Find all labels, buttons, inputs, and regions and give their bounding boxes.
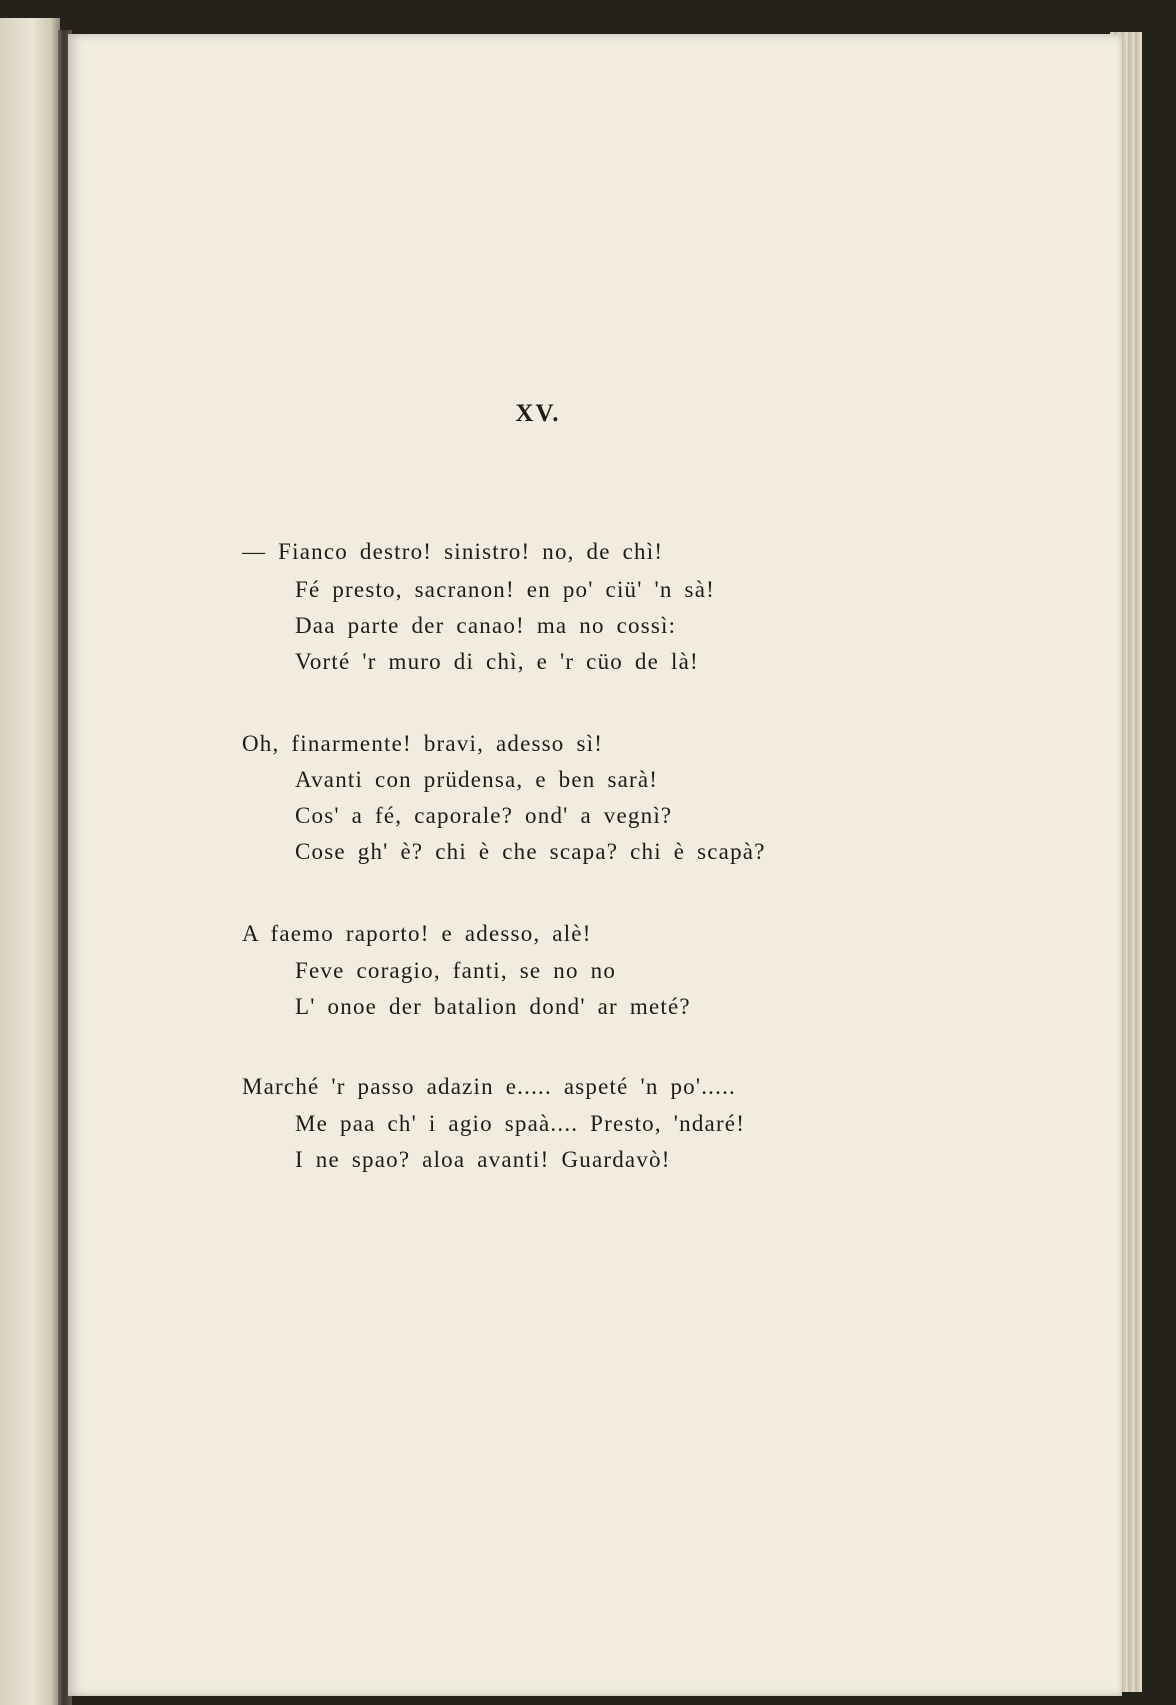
poem-line: Cose gh' è? chi è che scapa? chi è scapà? xyxy=(295,839,766,864)
chapter-heading: XV. xyxy=(515,400,561,427)
poem-line: — Fianco destro! sinistro! no, de chì! xyxy=(242,539,664,564)
poem-line: Avanti con prüdensa, e ben sarà! xyxy=(295,767,659,792)
poem-line: A faemo raporto! e adesso, alè! xyxy=(242,921,592,946)
poem-line: I ne spao? aloa avanti! Guardavò! xyxy=(295,1147,671,1172)
poem-line: Cos' a fé, caporale? ond' a vegnì? xyxy=(295,803,673,828)
poem-line: Vorté 'r muro di chì, e 'r cüo de là! xyxy=(295,649,699,674)
poem-line: Me paa ch' i agio spaà.... Presto, 'ndaré! xyxy=(295,1111,746,1136)
poem-line: Oh, finarmente! bravi, adesso sì! xyxy=(242,731,604,756)
poem-line: Fé presto, sacranon! en po' ciü' 'n sà! xyxy=(295,577,715,602)
poem-line: Feve coragio, fanti, se no no xyxy=(295,958,617,983)
poem-line: L' onoe der batalion dond' ar meté? xyxy=(295,994,691,1019)
poem-line: Marché 'r passo adazin e..... aspeté 'n po'..... xyxy=(242,1074,736,1099)
poem-line: Daa parte der canao! ma no cossì: xyxy=(295,613,677,638)
